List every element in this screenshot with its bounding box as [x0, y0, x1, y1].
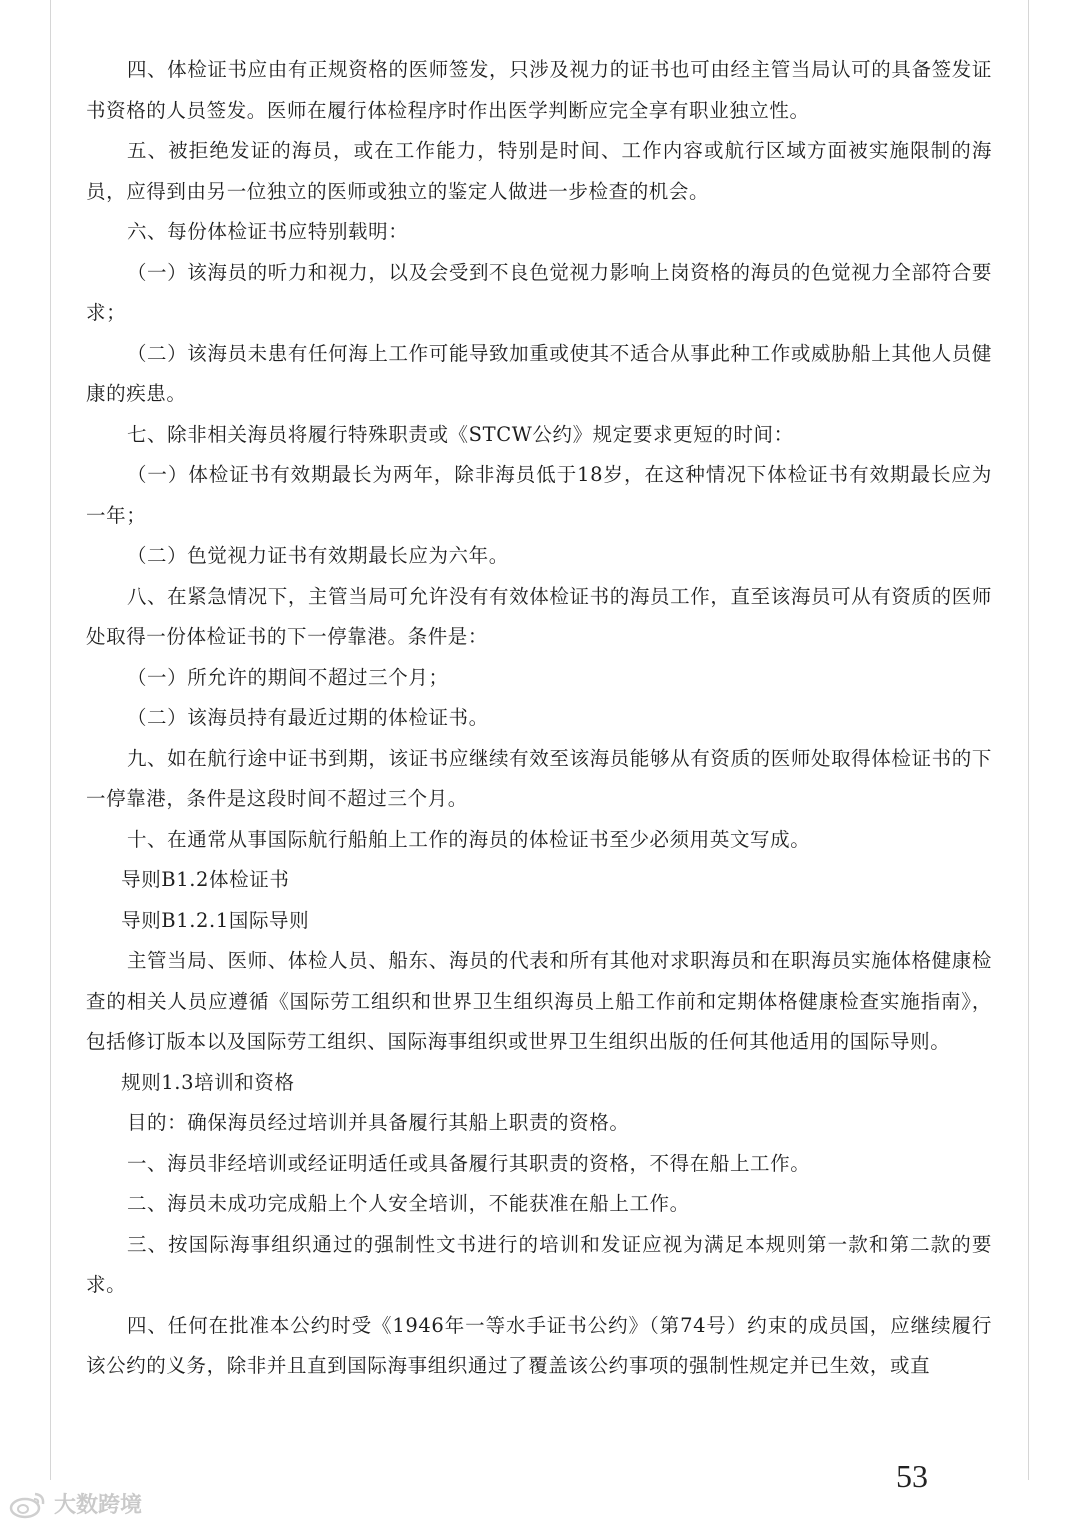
document-body [86, 50, 992, 1387]
paragraph-3: 六、每份体检证书应特别载明： [126, 220, 409, 243]
watermark [8, 1488, 142, 1519]
paragraph-20: 二、海员未成功完成船上个人安全培训，不能获准在船上工作。 [126, 1192, 690, 1215]
paragraph-2: 五、被拒绝发证的海员，或在工作能力，特别是时间、工作内容或航行区域方面被实施限制的海员，应得到由另一位独立的医师或独立的鉴定人做进一步检查的机会。 [86, 139, 992, 203]
paragraph-18: 目的：确保海员经过培训并具备履行其船上职责的资格。 [126, 1111, 630, 1134]
paragraph-5: （二）该海员未患有任何海上工作可能导致加重或使其不适合从事此种工作或威胁船上其他人员健康的疾患。 [86, 341, 992, 405]
paragraph-6: 七、除非相关海员将履行特殊职责或《STCW公约》规定要求更短的时间： [126, 422, 794, 446]
paragraph-4: （一）该海员的听力和视力，以及会受到不良色觉视力影响上岗资格的海员的色觉视力全部符合要求； [86, 260, 992, 324]
paragraph-8: （二）色觉视力证书有效期最长应为六年。 [126, 544, 509, 567]
paragraph-11: （二）该海员持有最近过期的体检证书。 [126, 706, 489, 729]
paragraph-9: 八、在紧急情况下，主管当局可允许没有有效体检证书的海员工作，直至该海员可从有资质的医师处取得一份体检证书的下一停靠港。条件是： [86, 584, 992, 648]
page-number: 53 [896, 1458, 928, 1494]
paragraph-15: 导则B1.2.1国际导则 [121, 908, 310, 932]
page-edge-right [1028, 0, 1029, 1480]
paragraph-7: （一）体检证书有效期最长为两年，除非海员低于18岁，在这种情况下体检证书有效期最长应为一年； [86, 463, 992, 527]
paragraph-19: 一、海员非经培训或经证明适任或具备履行其职责的资格，不得在船上工作。 [126, 1151, 811, 1175]
paragraph-14: 导则B1.2体检证书 [121, 868, 290, 891]
weibo-logo-icon [8, 1489, 48, 1519]
paragraph-16: 主管当局、医师、体检人员、船东、海员的代表和所有其他对求职海员和在职海员实施体格健康检查的相关人员应遵循《国际劳工组织和世界卫生组织海员上船工作前和定期体格健康检查实施指南》，包括修订版本以及国际劳工组织、国际海事组织或世界卫生组织出版的任何其他适用的国际导则。 [86, 949, 992, 1053]
paragraph-17: 规则1.3培训和资格 [121, 1070, 295, 1094]
paragraph-10: （一）所允许的期间不超过三个月； [126, 665, 449, 689]
watermark-text: 大数跨境 [54, 1493, 143, 1518]
paragraph-21: 三、按国际海事组织通过的强制性文书进行的培训和发证应视为满足本规则第一款和第二款的要求。 [86, 1232, 992, 1296]
paragraph-13: 十、在通常从事国际航行船舶上工作的海员的体检证书至少必须用英文写成。 [126, 827, 811, 851]
paragraph-1: 四、体检证书应由有正规资格的医师签发，只涉及视力的证书也可由经主管当局认可的具备签发证书资格的人员签发。医师在履行体检程序时作出医学判断应完全享有职业独立性。 [86, 58, 992, 122]
paragraph-12: 九、如在航行途中证书到期，该证书应继续有效至该海员能够从有资质的医师处取得体检证书的下一停靠港，条件是这段时间不超过三个月。 [86, 746, 992, 810]
page-edge-left [50, 0, 51, 1480]
paragraph-22: 四、任何在批准本公约时受《1946年一等水手证书公约》（第74号）约束的成员国，应继续履行该公约的义务，除非并且直到国际海事组织通过了覆盖该公约事项的强制性规定并已生效，或直 [86, 1313, 992, 1377]
